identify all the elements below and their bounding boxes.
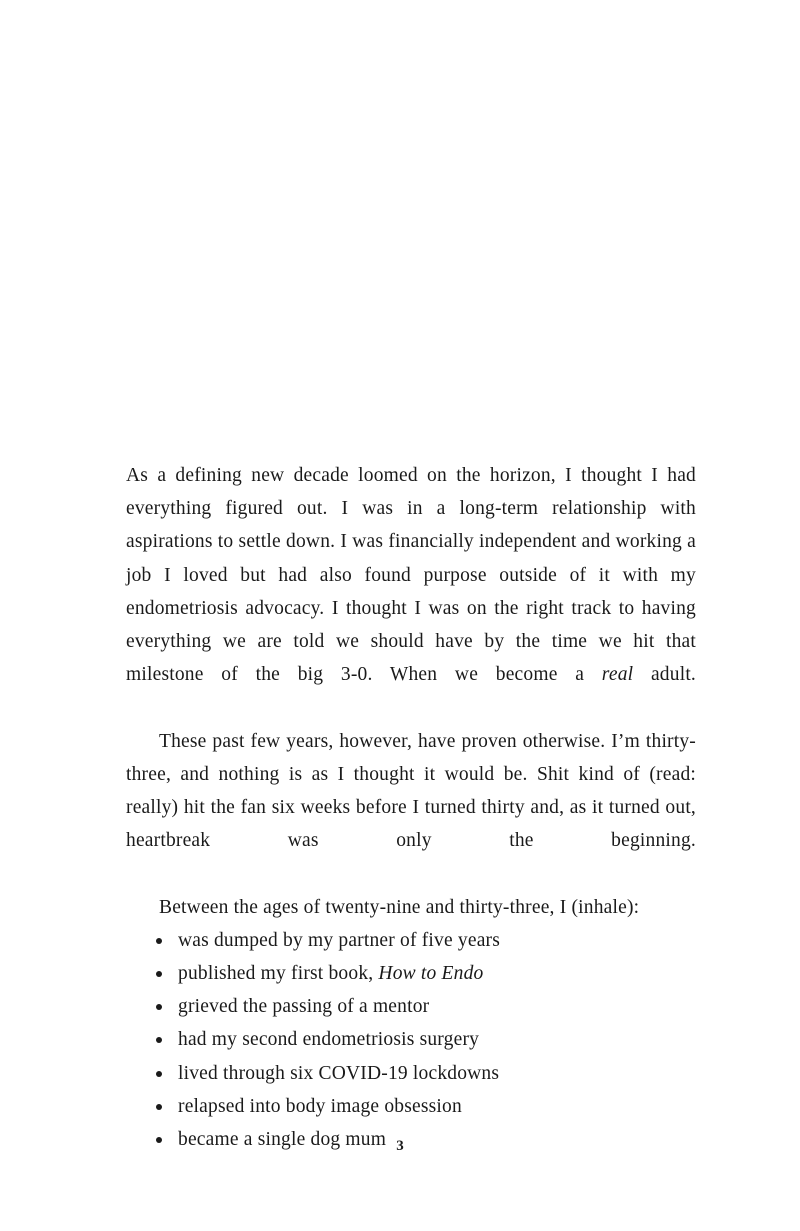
bullet-dot-icon	[156, 1104, 162, 1110]
bullet-dot-icon	[156, 1071, 162, 1077]
list-item	[126, 1057, 696, 1090]
list-item-text: became a single dog mum	[178, 1129, 387, 1151]
bullet-dot-icon	[156, 1004, 162, 1010]
list-item-text: was dumped by my partner of five years	[178, 929, 501, 951]
list-item-text: relapsed into body image obsession	[178, 1095, 462, 1117]
list-item	[126, 1023, 696, 1056]
list-item-text: lived through six COVID-19 lockdowns	[178, 1062, 500, 1084]
list-item-text: published my first book,	[178, 963, 379, 985]
list-item-text: had my second endometriosis surgery	[178, 1029, 480, 1051]
list-item-text: grieved the passing of a mentor	[178, 996, 430, 1018]
list-item	[126, 990, 696, 1023]
list-item	[126, 924, 696, 957]
life-events-list	[126, 924, 696, 1156]
bullet-dot-icon	[156, 971, 162, 977]
paragraph-two: These past few years, however, have proven otherwise. I’m thirty-three, and nothing is as I thought it would be. Shit kind of (read: really) hit the fan six weeks before I turned thirty and, as it turned out, heartbreak was only the beginning.	[126, 730, 696, 852]
paragraph-one-text-part-1: As a defining new decade loomed on the horizon, I thought I had everything figured out. I was in a long-term relationship with aspirations to settle down. I was financially independent and working a job I loved but had also found purpose outside of it with my endometriosis advocacy. I thought I was on the right track to having everything we are told we should have by the time we hit that milestone of the big 3-0. When we become a	[126, 465, 696, 686]
paragraph-one-emphasis-real: real	[601, 664, 634, 686]
paragraph-one-text-part-2: adult.	[633, 664, 696, 686]
page-text-block	[126, 459, 696, 1156]
bullet-dot-icon	[156, 938, 162, 944]
list-intro-line: Between the ages of twenty-nine and thirty-three, I (inhale):	[159, 896, 640, 918]
bullet-dot-icon	[156, 1037, 162, 1043]
paragraph-one	[126, 459, 696, 725]
list-item	[126, 1090, 696, 1123]
list-item-emphasis: How to Endo	[378, 963, 484, 985]
page-number: 3	[396, 1138, 404, 1154]
list-item	[126, 957, 696, 990]
